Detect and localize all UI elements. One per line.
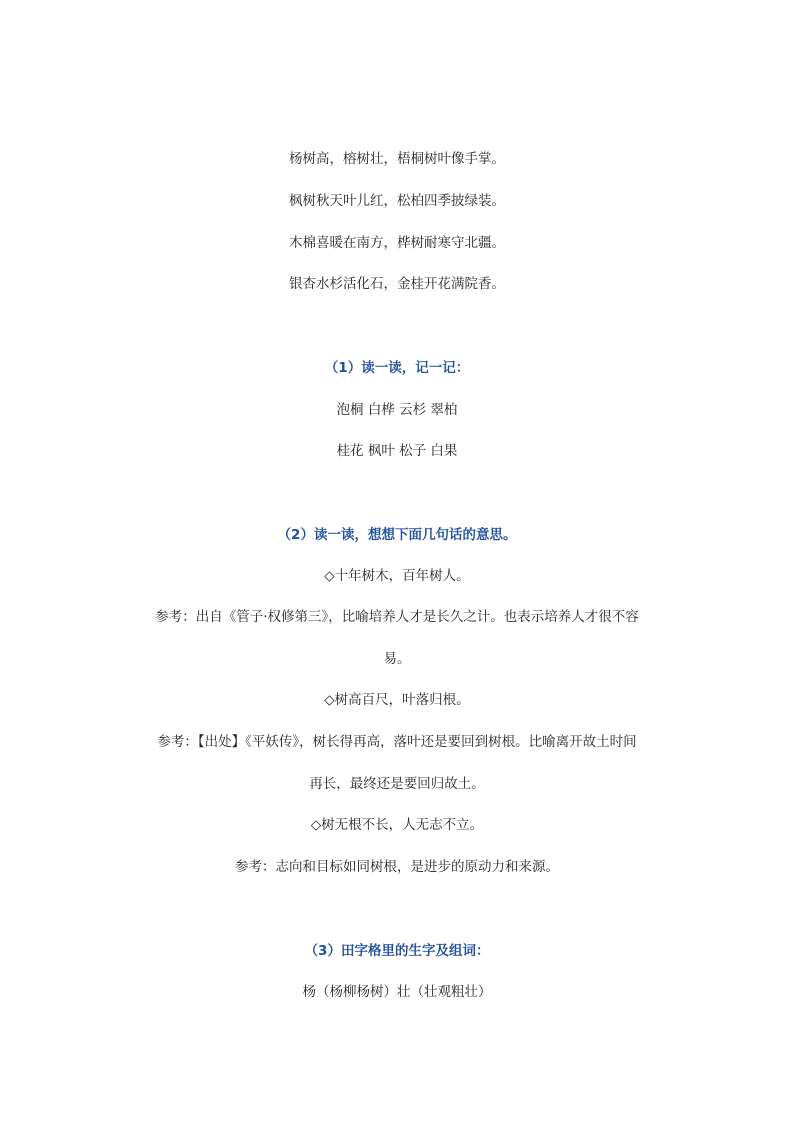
section-3-heading: （3）田字格里的生字及组词： <box>304 943 490 959</box>
word-row: 桂花 枫叶 松子 白果 <box>336 443 458 459</box>
saying: ◇十年树木，百年树人。 <box>324 568 470 584</box>
reference-text: 参考：出自《管子·权修第三》，比喻培养人才是长久之计。也表示培养人才很不容 <box>155 609 639 625</box>
poem-line: 木棉喜暖在南方，桦树耐寒守北疆。 <box>289 235 505 251</box>
section-2-heading: （2）读一读，想想下面几句话的意思。 <box>277 527 517 543</box>
vocab-line: 杨（杨柳杨树）壮（壮观粗壮） <box>302 984 492 1000</box>
reference-text: 再长，最终还是要回归故土。 <box>309 776 485 792</box>
saying: ◇树无根不长，人无志不立。 <box>310 817 484 833</box>
section-1-heading: （1）读一读，记一记： <box>324 360 470 376</box>
reference-text: 参考：志向和目标如同树根，是进步的原动力和来源。 <box>235 859 559 875</box>
word-row: 泡桐 白桦 云杉 翠柏 <box>336 402 458 418</box>
poem-line: 银杏水杉活化石，金桂开花满院香。 <box>289 276 505 292</box>
saying: ◇树高百尺，叶落归根。 <box>324 692 470 708</box>
poem-line: 杨树高，榕树壮，梧桐树叶像手掌。 <box>289 151 505 167</box>
reference-text: 参考：【出处】《平妖传》，树长得再高，落叶还是要回到树根。比喻离开故土时间 <box>157 734 637 750</box>
reference-text: 易。 <box>383 651 411 667</box>
poem-line: 枫树秋天叶儿红，松柏四季披绿装。 <box>289 193 505 209</box>
